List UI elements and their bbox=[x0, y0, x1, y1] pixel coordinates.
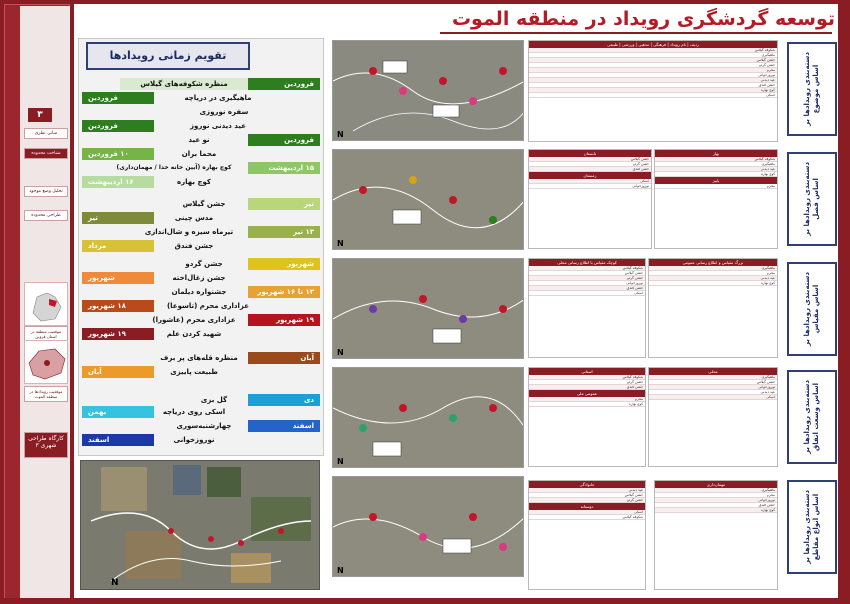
table-header: کوچک مقیاس با اطلاع رسانی محلی bbox=[529, 259, 645, 266]
calendar-month-bar: دی bbox=[248, 394, 320, 406]
table-row: عید دیدنی bbox=[529, 78, 777, 83]
svg-text:N: N bbox=[337, 130, 344, 139]
table-row: جشن گردو bbox=[529, 380, 645, 385]
table-row: نوروزخوانی bbox=[655, 498, 777, 503]
table-summer bbox=[528, 149, 652, 249]
calendar-event: نو عید bbox=[188, 136, 210, 144]
table-row: شکوفه گیلاس bbox=[529, 375, 645, 380]
table-row: شکوفه گیلاس bbox=[529, 515, 645, 520]
table-row: کوچ بهاره bbox=[649, 281, 777, 286]
table-row: جشن فندق bbox=[529, 385, 645, 390]
table-header: محلی bbox=[649, 368, 777, 375]
sheet-number-badge: ۳ bbox=[28, 108, 52, 122]
calendar-date-bar: فروردین bbox=[82, 120, 154, 132]
sidebar-item-current-status[interactable]: تحلیل وضع موجود bbox=[24, 186, 68, 197]
calendar-month-bar: آبان bbox=[248, 352, 320, 364]
calendar-event: شهید کردن علم bbox=[166, 330, 222, 338]
calendar-title: تقویم زمانی رویدادها bbox=[86, 42, 250, 70]
category-label-scale: دسته‌بندی رویدادها بر اساس مقیاس bbox=[787, 262, 837, 356]
table-header: عمومی ملی bbox=[529, 390, 645, 397]
table-row: شکوفه گیلاس bbox=[529, 48, 777, 53]
table-row: ماهیگیری bbox=[529, 53, 777, 58]
page-title: توسعه گردشگری رویداد در منطقه الموت bbox=[451, 8, 835, 30]
workshop-label: کارگاه طراحی شهری ۳ bbox=[24, 432, 68, 458]
calendar-date-bar: بهمن bbox=[82, 406, 154, 418]
calendar-event: گل بزی bbox=[200, 396, 228, 404]
table-header: جانوادگی bbox=[529, 481, 645, 488]
calendar-month-bar: تیر bbox=[248, 198, 320, 210]
calendar-date-bar: اسفند bbox=[82, 434, 154, 446]
sidebar-item-theory[interactable]: مبانی نظری bbox=[24, 128, 68, 139]
table-row: محرم bbox=[529, 68, 777, 73]
bottom-frame bbox=[0, 598, 850, 604]
table-row: عید دیدنی bbox=[529, 488, 645, 493]
right-frame bbox=[838, 0, 850, 604]
calendar-date-bar: فروردین bbox=[82, 92, 154, 104]
calendar-event: محما بران bbox=[181, 150, 217, 158]
calendar-date-bar: ۱۶ اردیبهشت bbox=[82, 176, 154, 188]
table-row: محرم bbox=[655, 493, 777, 498]
map-by-season bbox=[332, 149, 524, 250]
calendar-date-bar: شهریور bbox=[82, 272, 154, 284]
calendar-event: عید دیدنی نوروز bbox=[190, 122, 246, 130]
table-row: جشن گردو bbox=[529, 162, 651, 167]
table-row: نوروزخوانی bbox=[649, 385, 777, 390]
table-row: ماهیگیری bbox=[649, 375, 777, 380]
table-small-scale bbox=[528, 258, 646, 358]
table-row: اسکی bbox=[529, 291, 645, 296]
table-row: جشن گیلاس bbox=[529, 157, 651, 162]
map-by-audience bbox=[332, 476, 524, 577]
calendar-event: مدس چینی bbox=[174, 214, 214, 222]
table-row: جشن گیلاس bbox=[529, 493, 645, 498]
table-row: شکوفه گیلاس bbox=[655, 157, 777, 162]
table-row: جشن گیلاس bbox=[649, 380, 777, 385]
table-row: ماهیگیری bbox=[649, 266, 777, 271]
calendar-event: چهارشنبه‌سوری bbox=[176, 422, 232, 430]
table-header: تابستان bbox=[529, 150, 651, 157]
calendar-date-bar: تیر bbox=[82, 212, 154, 224]
category-label-audience: دسته‌بندی رویدادها بر اساس انواع مقاطع bbox=[787, 480, 837, 574]
calendar-event: نوروزخوانی bbox=[173, 436, 215, 444]
table-row: کوچ بهاره bbox=[529, 88, 777, 93]
alamut-map-caption: موقعیت رویدادها در منطقه الموت bbox=[24, 386, 68, 402]
calendar-date-bar: ۱۹ شهریور bbox=[248, 314, 320, 326]
province-map-caption: موقعیت منطقه در استان قزوین bbox=[24, 326, 68, 342]
table-family bbox=[528, 480, 646, 590]
table-row: نوروزخوانی bbox=[529, 281, 645, 286]
table-row: اسکی bbox=[649, 395, 777, 400]
table-row: محرم bbox=[529, 397, 645, 402]
calendar-month-bar: شهریور bbox=[248, 258, 320, 270]
table-row: جشن گردو bbox=[529, 276, 645, 281]
province-location-map bbox=[24, 282, 68, 326]
table-row: نوروزخوانی bbox=[529, 184, 651, 189]
table-header: ردیف | نام رویداد | فرهنگی | مذهبی | ورزشی | طبیعی bbox=[529, 41, 777, 48]
table-row: ماهیگیری bbox=[655, 162, 777, 167]
sidebar-item-design[interactable]: طراحی محدوده bbox=[24, 210, 68, 221]
svg-text:N: N bbox=[337, 239, 344, 248]
table-header: پاییز bbox=[655, 177, 777, 184]
photo-collage-map bbox=[80, 460, 320, 590]
calendar-event: عزاداری محرم (تاسوعا) bbox=[166, 302, 250, 310]
calendar-event: ماهیگیری در دریاچه bbox=[184, 94, 252, 102]
table-row: جشن گردو bbox=[529, 498, 645, 503]
calendar-date-bar: اسفند bbox=[248, 420, 320, 432]
table-row: عید دیدنی bbox=[649, 390, 777, 395]
table-row: جشن فندق bbox=[529, 167, 651, 172]
calendar-date-bar: آبان bbox=[82, 366, 154, 378]
table-row: اسکی bbox=[529, 179, 651, 184]
map-by-theme bbox=[332, 40, 524, 141]
svg-text:N: N bbox=[337, 566, 344, 575]
calendar-event: جشن فندق bbox=[174, 242, 214, 250]
svg-text:N: N bbox=[337, 348, 344, 357]
calendar-event: جشن زغال‌اخته bbox=[172, 274, 226, 282]
table-header: مهمان‌داری bbox=[655, 481, 777, 488]
calendar-event: طبیعت پاییزی bbox=[170, 368, 218, 376]
calendar-date-bar: ۱۰ فروردین bbox=[82, 148, 154, 160]
calendar-event: جشن گردو bbox=[185, 260, 223, 268]
calendar-date-bar: فروردین bbox=[248, 134, 320, 146]
calendar-date-bar: ۱۵ اردیبهشت bbox=[248, 162, 320, 174]
calendar-event: تیرماه سیزه و شال‌اندازی bbox=[144, 228, 234, 236]
table-row: جشن فندق bbox=[655, 503, 777, 508]
calendar-event: کوچ بهاره (آیین خانه خدا / مهمان‌داری) bbox=[116, 164, 232, 171]
table-row: نوروزخوانی bbox=[529, 73, 777, 78]
sidebar-item-site-analysis[interactable]: شناخت محدوده bbox=[24, 148, 68, 159]
table-row: کوچ بهاره bbox=[655, 508, 777, 513]
map-by-extent bbox=[332, 367, 524, 468]
title-underline bbox=[440, 32, 832, 34]
svg-text:N: N bbox=[111, 578, 119, 588]
table-row: اسکی bbox=[529, 510, 645, 515]
calendar-event: جشن گیلاس bbox=[182, 200, 226, 208]
table-row: جشن گردو bbox=[529, 63, 777, 68]
table-header: زمستان bbox=[529, 172, 651, 179]
table-row: ماهیگیری bbox=[655, 488, 777, 493]
table-hospitality bbox=[654, 480, 778, 590]
calendar-event: منظره شکوفه‌های گیلاس bbox=[120, 78, 248, 90]
alamut-location-map bbox=[24, 340, 68, 384]
table-row: عید دیدنی bbox=[649, 276, 777, 281]
calendar-date-bar: مرداد bbox=[82, 240, 154, 252]
category-label-theme: دسته‌بندی رویدادها بر اساس موضوع bbox=[787, 42, 837, 136]
table-header: دوستانه bbox=[529, 503, 645, 510]
calendar-event: اسکی روی دریاچه bbox=[162, 408, 226, 416]
table-row: کوچ بهاره bbox=[655, 172, 777, 177]
category-label-extent: دسته‌بندی رویدادها بر اساس وسعت اتفاق bbox=[787, 370, 837, 464]
table-row: جشن فندق bbox=[529, 286, 645, 291]
table-header: بزرگ مقیاس و اطلاع رسانی عمومی bbox=[649, 259, 777, 266]
table-row: محرم bbox=[655, 184, 777, 189]
calendar-date-bar: ۱۸ شهریور bbox=[82, 300, 154, 312]
table-large-scale bbox=[648, 258, 778, 358]
table-row: محرم bbox=[649, 271, 777, 276]
calendar-event: منظره قله‌های پر برف bbox=[160, 354, 238, 362]
svg-text:N: N bbox=[337, 457, 344, 466]
table-spring bbox=[654, 149, 778, 249]
map-by-scale bbox=[332, 258, 524, 359]
calendar-month-bar: فروردین bbox=[248, 78, 320, 90]
table-local bbox=[648, 367, 778, 467]
table-row: عید دیدنی bbox=[655, 167, 777, 172]
table-header: بهار bbox=[655, 150, 777, 157]
table-by-theme bbox=[528, 40, 778, 142]
calendar-date-bar: ۱۹ شهریور bbox=[82, 328, 154, 340]
table-header: استانی bbox=[529, 368, 645, 375]
table-row: اسکی bbox=[529, 93, 777, 98]
category-label-season: دسته‌بندی رویدادها بر اساس فصل bbox=[787, 152, 837, 246]
calendar-event: کوچ بهاره bbox=[177, 178, 211, 186]
table-row: کوچ بهاره bbox=[529, 402, 645, 407]
calendar-event: جشنواره دیلمان bbox=[171, 288, 227, 296]
table-row: جشن فندق bbox=[529, 83, 777, 88]
table-row: جشن گیلاس bbox=[529, 58, 777, 63]
frame-top bbox=[0, 0, 850, 4]
table-row: شکوفه گیلاس bbox=[529, 266, 645, 271]
calendar-date-bar: ۱۳ تا ۱۶ شهریور bbox=[248, 286, 320, 298]
table-provincial bbox=[528, 367, 646, 467]
calendar-event: سفره نوروزی bbox=[199, 108, 249, 116]
table-row: جشن گیلاس bbox=[529, 271, 645, 276]
calendar-date-bar: ۱۳ تیر bbox=[248, 226, 320, 238]
calendar-event: عزاداری محرم (عاشورا) bbox=[152, 316, 236, 324]
